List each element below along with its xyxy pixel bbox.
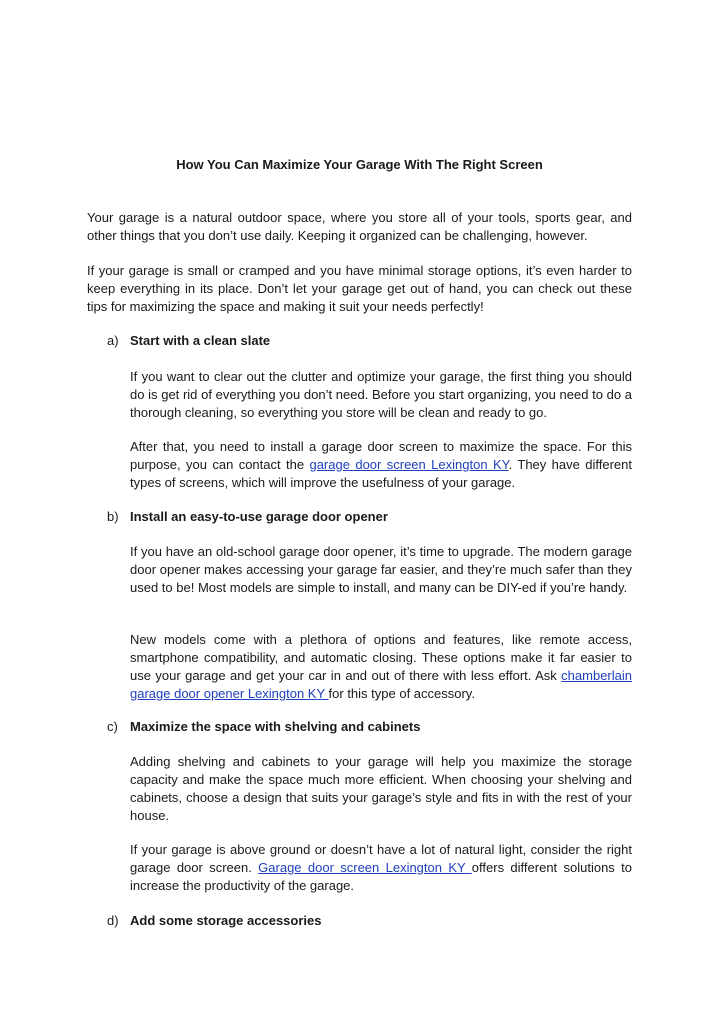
garage-door-screen-link[interactable]: garage door screen Lexington KY (309, 457, 509, 472)
section-c-heading (107, 718, 420, 736)
intro-paragraph-2: If your garage is small or cramped and you have minimal storage options, it’s even harder to keep everything in its place. Don’t let your garage get out of hand, you can check out these tips for maximizing the space and making it suit your needs perfectly! (87, 263, 632, 314)
section-b-heading (107, 508, 388, 526)
heading-text: Install an easy-to-use garage door opener (130, 509, 388, 524)
intro-paragraph-1: Your garage is a natural outdoor space, where you store all of your tools, sports gear, and other things that you don’t use daily. Keeping it organized can be challenging, however. (87, 210, 632, 243)
chamberlain-opener-link[interactable]: chamberlain garage door opener Lexington KY (130, 668, 632, 701)
section-a-paragraph-1: If you want to clear out the clutter and optimize your garage, the first thing you should do is get rid of everything you don’t need. Before you start organizing, you need to do a thorough cleaning, so everything you store will be clean and ready to go. (130, 369, 632, 420)
section-a-paragraph-2 (130, 438, 632, 492)
list-marker: b) (107, 509, 119, 524)
text-run: If your garage is above ground or doesn’t have a lot of natural light, consider the right garage door screen. (130, 842, 632, 875)
section-a-heading (107, 332, 270, 350)
text-run: New models come with a plethora of options and features, like remote access, smartphone compatibility, and automatic closing. These options make it far easier to use your garage and get your car in and out of there with less effort. Ask (130, 632, 632, 683)
heading-text: Start with a clean slate (130, 333, 271, 348)
list-marker: d) (107, 913, 119, 928)
section-b-paragraph-1: If you have an old-school garage door opener, it’s time to upgrade. The modern garage door opener makes accessing your garage far easier, and they’re much safer than they used to be! Most models are simple to install, and many can be DIY-ed if you’re handy. (130, 544, 632, 595)
section-b-paragraph-2 (130, 631, 632, 703)
text-run: offers different solutions to increase the productivity of the garage. (130, 860, 632, 893)
heading-text: Maximize the space with shelving and cabinets (130, 719, 421, 734)
heading-text: Add some storage accessories (130, 913, 322, 928)
text-run: . They have different types of screens, which will improve the usefulness of your garage. (130, 457, 632, 490)
section-c-paragraph-2 (130, 841, 632, 895)
section-c-paragraph-1: Adding shelving and cabinets to your garage will help you maximize the storage capacity and make the space much more efficient. When choosing your shelving and cabinets, choose a design that suits your garage’s style and fits in with the rest of your house. (130, 754, 632, 823)
section-d-heading (107, 912, 321, 930)
garage-door-screen-link-2[interactable]: Garage door screen Lexington KY (258, 860, 472, 875)
document-title: How You Can Maximize Your Garage With The Right Screen (176, 157, 543, 172)
text-run: for this type of accessory. (328, 686, 475, 701)
text-run: After that, you need to install a garage door screen to maximize the space. For this purpose, you can contact the (130, 439, 632, 472)
list-marker: c) (107, 719, 118, 734)
list-marker: a) (107, 333, 119, 348)
